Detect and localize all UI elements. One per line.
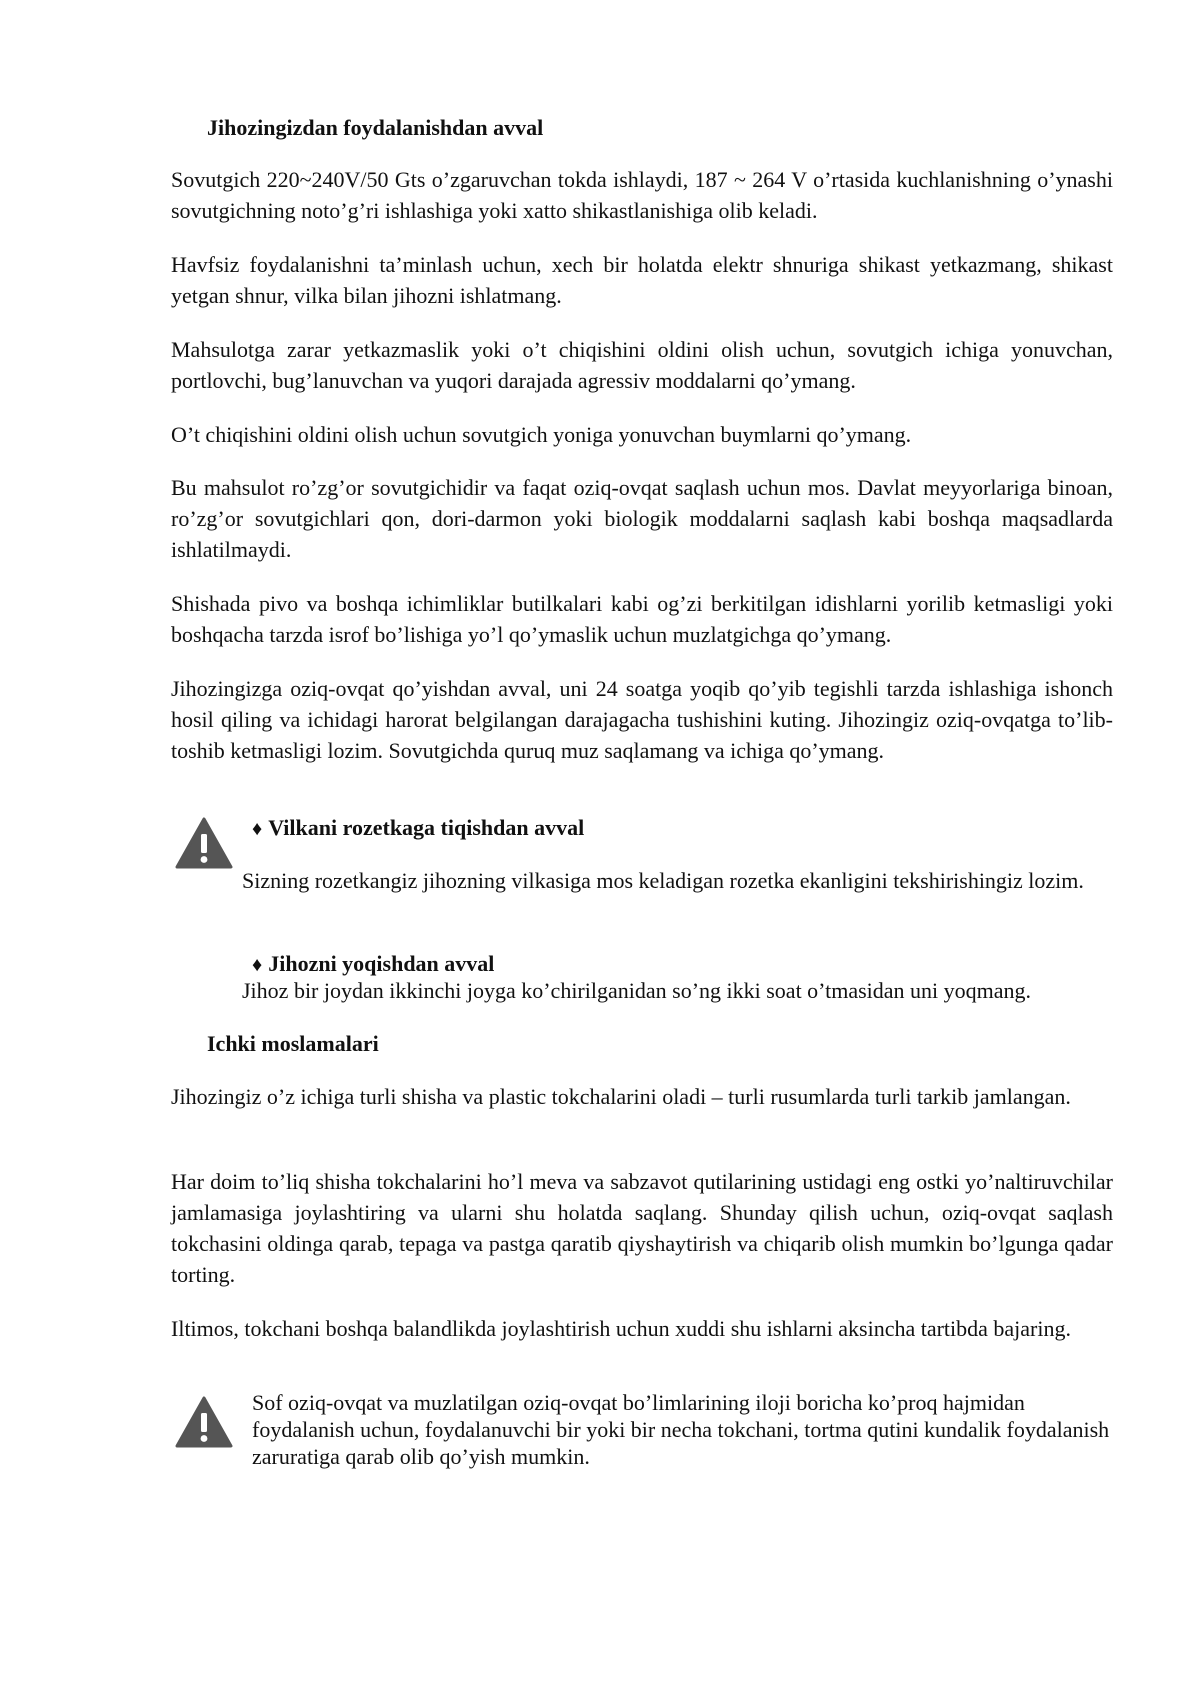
paragraph-fire: O’t chiqishini oldini olish uchun sovutgich yoniga yonuvchan buymlarni qo’ymang.: [171, 422, 912, 447]
warning-title-plug: [252, 812, 584, 845]
paragraph-household-use: Bu mahsulot ro’zg’or sovutgichidir va faqat oziq-ovqat saqlash uchun mos. Davlat meyyorlariga binoan, ro’zg’or sovutgichlari qon, dori-darmon yoki biologik moddalarni saqlash kabi boshqa maqsadlarda ishlatilmaydi.: [171, 475, 1113, 562]
paragraph-switch-on: Jihoz bir joydan ikkinchi joyga ko’chirilganidan so’ng ikki soat o’tmasidan uni yoqmang.: [242, 978, 1032, 1003]
paragraph-bottles: Shishada pivo va boshqa ichimliklar butilkalari kabi og’zi berkitilgan idishlarni yorilib ketmasligi yoki boshqacha tarzda isrof bo’lishiga yo’l qo’ymaslik uchun muzlatgichga qo’ymang.: [171, 591, 1113, 647]
warning-triangle-icon: [175, 817, 233, 869]
paragraph-shelves: Jihozingiz o’z ichiga turli shisha va plastic tokchalarini oladi – turli rusumlarda turli tarkib jamlangan.: [171, 1084, 1071, 1109]
paragraph-flammable: Mahsulotga zarar yetkazmaslik yoki o’t chiqishini oldini olish uchun, sovutgich ichiga yonuvchan, portlovchi, bug’lanuvchan va yuqori darajada agressiv moddalarni qo’ymang.: [171, 337, 1113, 393]
paragraph-power-cord: Havfsiz foydalanishni ta’minlash uchun, xech bir holatda elektr shnuriga shikast yetkazmang, shikast yetgan shnur, vilka bilan jihozni ishlatmang.: [171, 252, 1113, 308]
section-heading-interior: Ichki moslamalari: [207, 1031, 379, 1056]
warning-triangle-icon: [175, 1396, 233, 1448]
warning-text-plug: Sizning rozetkangiz jihozning vilkasiga mos keladigan rozetka ekanligini tekshirishingiz lozim.: [242, 868, 1084, 893]
bullet-diamond: ♦: [252, 818, 263, 840]
warning-title-plug-text: Vilkani rozetkaga tiqishdan avval: [268, 815, 585, 840]
bullet-diamond: ♦: [252, 954, 263, 976]
paragraph-shelf-height: Iltimos, tokchani boshqa balandlikda joylashtirish uchun xuddi shu ishlarni aksincha tartibda bajaring.: [171, 1316, 1071, 1341]
paragraph-first-use: Jihozingizga oziq-ovqat qo’yishdan avval, uni 24 soatga yoqib qo’yib tegishli tarzda ishlashiga ishonch hosil qiling va ichidagi harorat belgilangan darajagacha tushishini kuting. Jihozingiz oziq-ovqatga to’lib-toshib ketmasligi lozim. Sovutgichda quruq muz saqlamang va ichiga qo’ymang.: [171, 676, 1113, 763]
subheading-switch-on-text: Jihozni yoqishdan avval: [268, 951, 495, 976]
paragraph-glass-shelves: Har doim to’liq shisha tokchalarini ho’l meva va sabzavot qutilarining ustidagi eng ostki yo’naltiruvchilar jamlamasiga joylashtiring va ularni shu holatda saqlang. Shunday qilish uchun, oziq-ovqat saqlash tokchasini oldinga qarab, tepaga va pastga qaratib qiyshaytirish va chiqarib olish mumkin bo’lgunga qadar torting.: [171, 1169, 1113, 1287]
section-heading-before-use: Jihozingizdan foydalanishdan avval: [207, 115, 544, 140]
paragraph-voltage: Sovutgich 220~240V/50 Gts o’zgaruvchan tokda ishlaydi, 187 ~ 264 V o’rtasida kuchlanishning o’ynashi sovutgichning noto’g’ri ishlashiga yoki xatto shikastlanishiga olib keladi.: [171, 167, 1113, 223]
warning-text-storage: Sof oziq-ovqat va muzlatilgan oziq-ovqat bo’limlarining iloji boricha ko’proq hajmidan foydalanish uchun, foydalanuvchi bir yoki bir necha tokchani, tortma qutini kundalik foydalanish zaruratiga qarab olib qo’yish mumkin.: [252, 1390, 1110, 1469]
